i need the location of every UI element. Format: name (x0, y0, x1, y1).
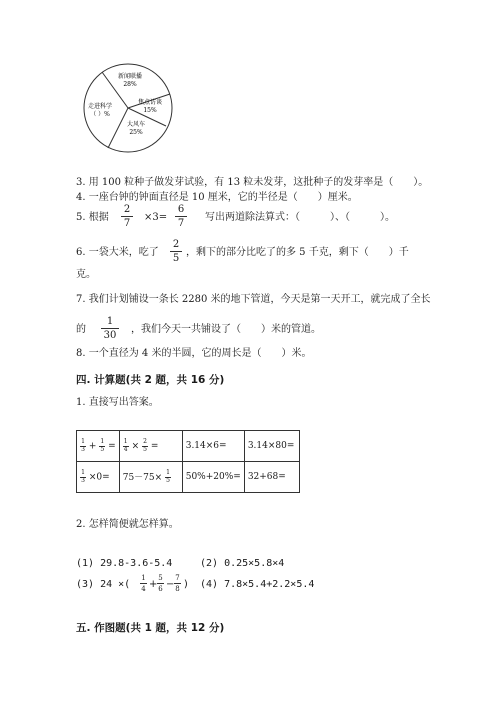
denominator: 5 (172, 253, 180, 264)
numerator: 2 (123, 204, 131, 215)
section-4-sub1: 1. 直接写出答案。 (76, 397, 159, 408)
pie-value: 25% (129, 129, 143, 136)
pie-label: 新闻联播 (117, 73, 143, 80)
table-cell: 3.14×80= (244, 431, 299, 462)
table-cell: $\frac{1}{3}$ ×0= (77, 462, 120, 493)
fraction (170, 239, 182, 264)
question-5-suffix: 写出两道除法算式：（ ）、（ ）。 (205, 212, 395, 223)
question-4: 4. 一座台钟的钟面直径是 10 厘米，它的半径是（ ）厘米。 (76, 192, 358, 203)
fraction (121, 204, 133, 229)
pie-value: 28% (123, 81, 137, 88)
pie-label: 大风车 (126, 121, 146, 128)
question-5-mid: ×3= (144, 212, 168, 223)
calc-table (76, 430, 300, 493)
table-cell: 3.14×6= (182, 431, 244, 462)
problem-3-suffix: ) (183, 579, 190, 590)
table-row (77, 462, 300, 493)
question-8: 8. 一个直径为 4 米的半圆，它的周长是（ ）米。 (76, 348, 312, 359)
fraction: 1 4 (141, 574, 146, 593)
pie-label: 焦点访谈 (137, 99, 163, 106)
question-7-line1: 7. 我们计划铺设一条长 2280 米的地下管道，今天是第一天开工，就完成了全长 (76, 294, 431, 305)
pie-divider (108, 108, 128, 148)
table-cell: $\frac{1}{3}$ + $\frac{1}{5}$ = (77, 431, 120, 462)
pie-value: 15% (143, 107, 157, 114)
question-6-suffix: ，剩下的部分比吃了的多 5 千克，剩下（ ）千 (186, 247, 409, 258)
question-7-suffix: ，我们今天一共铺设了（ ）米的管道。 (131, 324, 321, 335)
section-4-sub2: 2. 怎样简便就怎样算。 (76, 519, 179, 530)
denominator: 7 (177, 218, 185, 229)
operator: − (166, 579, 175, 590)
section-5-title: 五. 作图题(共 1 题，共 12 分) (76, 622, 225, 634)
question-7-prefix: 的 (76, 324, 86, 335)
pie-value: （ ）% (90, 111, 110, 118)
question-3: 3. 用 100 粒种子做发芽试验，有 13 粒未发芽，这批种子的发芽率是（ ）。 (76, 177, 429, 188)
problem-1: (1) 29.8-3.6-5.4 (76, 558, 173, 569)
numerator: 6 (177, 204, 185, 215)
table-cell: $\frac{1}{4}$ × $\frac{2}{5}$ = (119, 431, 182, 462)
operator: + (149, 579, 158, 590)
problem-3-prefix: (3) 24 ×( (76, 579, 131, 590)
numerator: 1 (106, 316, 114, 327)
question-6-prefix: 6. 一袋大米，吃了 (76, 247, 159, 258)
question-6-continuation: 克。 (76, 269, 96, 280)
fraction: 7 8 (175, 574, 180, 593)
denominator: 30 (103, 330, 117, 341)
problem-4: (4) 7.8×5.4+2.2×5.4 (200, 579, 315, 590)
problem-2: (2) 0.25×5.8×4 (200, 558, 285, 569)
numerator: 2 (172, 239, 180, 250)
fraction: 5 6 (158, 574, 163, 593)
table-cell: 75－75× $\frac{1}{5}$ (119, 462, 182, 493)
pie-label: 走进科学 (87, 103, 113, 110)
denominator: 7 (123, 218, 131, 229)
table-cell: 50%+20%= (182, 462, 244, 493)
pie-chart (80, 60, 176, 156)
table-row (77, 431, 300, 462)
table-cell: 32+68= (244, 462, 299, 493)
fraction (101, 316, 119, 341)
fraction (175, 204, 187, 229)
section-4-title: 四. 计算题(共 2 题，共 16 分) (76, 374, 225, 386)
question-5-prefix: 5. 根据 (76, 212, 109, 223)
